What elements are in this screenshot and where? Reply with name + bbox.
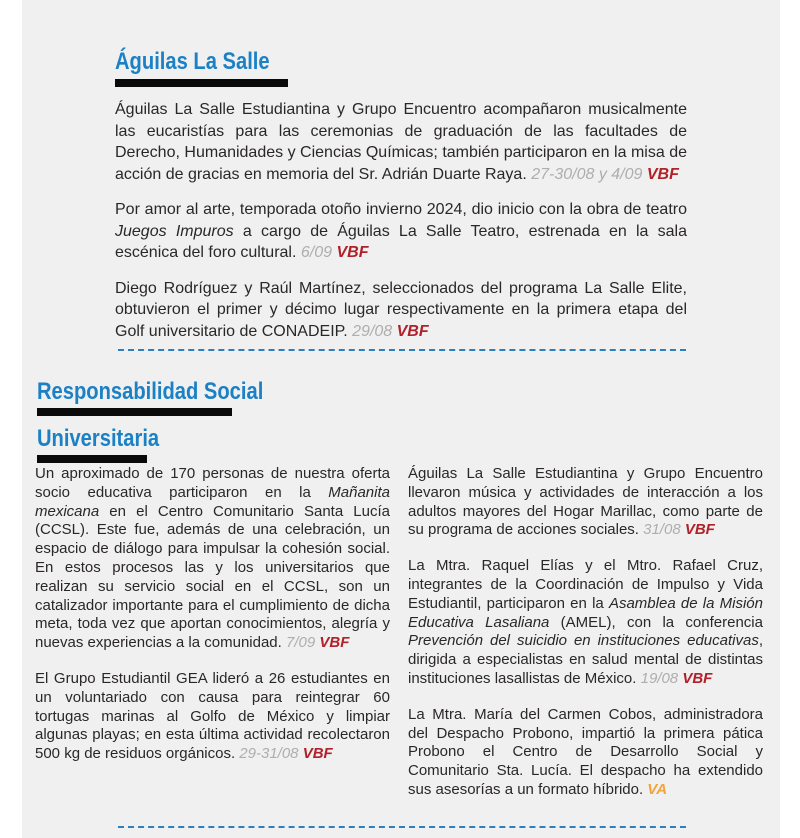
dashed-divider [118, 826, 686, 828]
text-segment-normal: Águilas La Salle Estudiantina y Grupo Encuentro llevaron música y actividades de interacción a los adultos mayores del Hogar Marillac, como parte de su programa de acciones sociales. [408, 465, 763, 539]
title-underline-bar [115, 79, 288, 87]
text-segment-normal: Un aproximado de 170 personas de nuestra oferta socio educativa participaron en la [35, 465, 390, 501]
section-title-responsabilidad [37, 378, 306, 405]
text-segment-normal: La Mtra. María del Carmen Cobos, administradora del Despacho Probono, impartió la primera pática Probono el Centro de Desarrollo Social y Comunitario Sta. Lucía. El despacho ha extendido sus asesorías a un formato híbrido. [408, 705, 763, 798]
text-segment-normal: en el Centro Comunitario Santa Lucía (CCSL). Este fue, además de una celebración, un espacio de diálogo para impulsar la cohesión social. En estos procesos las y los universitarios que realizan su servicio social en el CCSL, son un catalizador importante para el cumplimiento de dicha meta, toda vez que aportan conocimientos, alegría y nuevas experiencias a la comunidad. [35, 502, 390, 652]
section-title-aguilas-text: Águilas La Salle [115, 48, 270, 75]
news-paragraph [408, 706, 763, 800]
news-paragraph [35, 465, 390, 653]
text-segment-normal: a cargo de Águilas La Salle Teatro, estrenada en la sala escénica del foro cultural. [115, 222, 688, 261]
text-segment-date: 27-30/08 y 4/09 [531, 165, 647, 183]
right-column [408, 465, 763, 817]
news-paragraph [115, 199, 687, 264]
text-segment-normal: , dirigida a especialistas en salud mental de distintas instituciones lasallistas de México. [408, 632, 763, 687]
text-segment-normal: Águilas La Salle Estudiantina y Grupo Encuentro acompañaron musicalmente las eucaristías para las ceremonias de graduación de las facultades de Derecho, Humanidades y Ciencias Químicas; también participaron en la misa de acción de gracias en memoria del Sr. Adrián Duarte Raya. [115, 101, 687, 183]
news-paragraph [115, 99, 687, 185]
text-segment-italic: Asamblea de la Misión Educativa Lasaliana [408, 594, 763, 631]
section-responsabilidad-social-titles [37, 378, 306, 463]
news-paragraph [408, 465, 763, 540]
section-title-universitaria-text: Universitaria [37, 425, 160, 452]
text-segment-date: 31/08 [643, 521, 685, 539]
title-underline-bar [37, 408, 232, 416]
section-title-universitaria [37, 425, 306, 452]
text-segment-date: 29/08 [352, 322, 397, 340]
text-segment-vbf: VBF [319, 634, 350, 652]
text-segment-va: VA [647, 780, 668, 798]
news-paragraph [408, 557, 763, 689]
text-segment-vbf: VBF [682, 669, 713, 687]
text-segment-normal: Diego Rodríguez y Raúl Martínez, seleccionados del programa La Salle Elite, obtuvieron el primer y décimo lugar respectivamente en la primera etapa del Golf universitario de CONADEIP. [115, 279, 687, 340]
text-segment-date: 7/09 [286, 634, 320, 652]
text-segment-normal: Por amor al arte, temporada otoño invierno 2024, dio inicio con la obra de teatro [115, 201, 687, 218]
text-segment-italic: Juegos Impuros [115, 222, 234, 240]
text-segment-vbf: VBF [302, 745, 333, 763]
text-segment-date: 6/09 [300, 244, 337, 261]
title-underline-bar [37, 455, 147, 463]
left-column [35, 465, 390, 817]
text-segment-vbf: VBF [396, 322, 429, 340]
text-segment-vbf: VBF [646, 165, 679, 183]
section-title-aguilas [115, 48, 687, 75]
text-segment-date: 29-31/08 [239, 745, 303, 763]
text-segment-normal: El Grupo Estudiantil GEA lideró a 26 estudiantes en un voluntariado con causa para reintegrar 60 tortugas marinas al Golfo de México y limpiar algunas playas; en esta última actividad recolectaron 500 kg de residuos orgánicos. [35, 669, 390, 763]
section-aguilas-la-salle [115, 48, 687, 342]
news-paragraph [35, 670, 390, 764]
dashed-divider [118, 349, 686, 351]
text-segment-italic: Prevención del suicidio en instituciones educativas [408, 632, 759, 650]
text-segment-date: 19/08 [640, 669, 683, 687]
text-segment-vbf: VBF [336, 244, 369, 261]
text-segment-normal: La Mtra. Raquel Elías y el Mtro. Rafael Cruz, integrantes de la Coordinación de Impulso y Vida Estudiantil, participaron en la [408, 557, 763, 612]
news-paragraph [115, 278, 687, 343]
section-title-responsabilidad-text: Responsabilidad Social [37, 378, 264, 405]
text-segment-vbf: VBF [684, 521, 715, 539]
text-segment-italic: Mañanita mexicana [35, 483, 390, 520]
text-segment-normal: (AMEL), con la conferencia [549, 613, 763, 631]
two-column-body [35, 465, 763, 817]
